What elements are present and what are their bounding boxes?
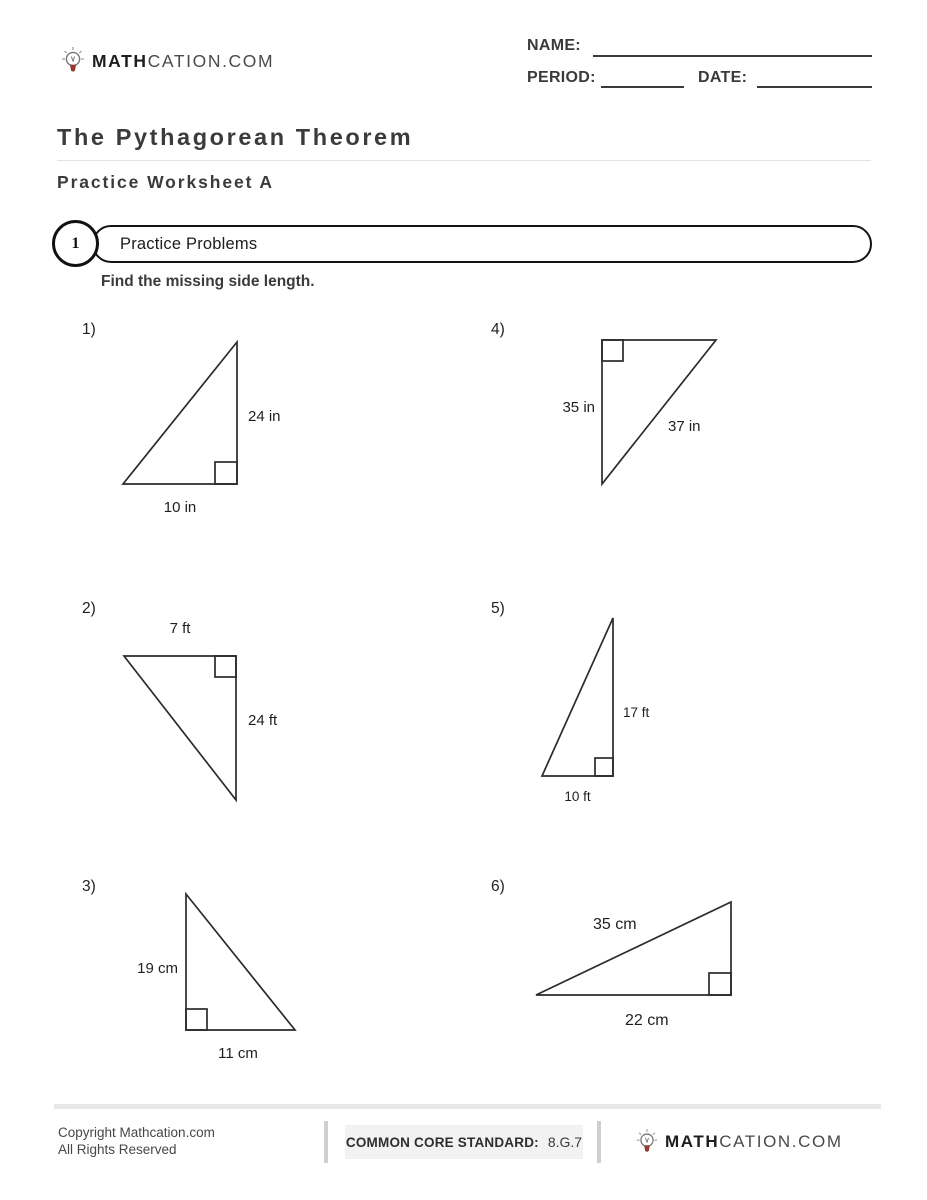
side-label-vertical: 24 ft bbox=[248, 712, 278, 729]
footer-mathcation-logo bbox=[635, 1128, 843, 1156]
side-label-vertical: 35 in bbox=[562, 399, 595, 416]
problem-1 bbox=[82, 318, 402, 553]
right-triangle-figure bbox=[82, 596, 382, 826]
standard-label: COMMON CORE STANDARD: bbox=[345, 1134, 539, 1150]
side-label-base: 10 ft bbox=[564, 789, 591, 804]
name-blank-line bbox=[593, 55, 872, 57]
logo-wordmark bbox=[92, 51, 274, 72]
problem-5 bbox=[491, 596, 811, 831]
problem-number: 3) bbox=[82, 878, 96, 895]
lightbulb-icon bbox=[60, 46, 86, 76]
mathcation-logo bbox=[60, 46, 274, 76]
logo-suffix: CATION.COM bbox=[147, 50, 275, 71]
right-angle-marker bbox=[595, 758, 613, 776]
problem-number: 4) bbox=[491, 321, 505, 338]
logo-suffix: CATION.COM bbox=[719, 1132, 843, 1151]
side-label-hypotenuse: 37 in bbox=[668, 418, 701, 435]
title-divider bbox=[57, 160, 871, 161]
side-label-hypotenuse: 35 cm bbox=[593, 916, 637, 933]
side-label-top: 7 ft bbox=[169, 620, 191, 637]
right-triangle-figure bbox=[491, 318, 791, 538]
section-header-bar bbox=[92, 225, 872, 263]
footer-divider bbox=[54, 1104, 881, 1109]
logo-prefix: MATH bbox=[92, 50, 148, 71]
right-angle-marker bbox=[709, 973, 731, 995]
section-number-badge: 1 bbox=[52, 220, 99, 267]
problem-2 bbox=[82, 596, 402, 831]
side-label-vertical: 19 cm bbox=[137, 960, 178, 977]
name-label: NAME: bbox=[527, 37, 581, 54]
copyright-text bbox=[58, 1124, 215, 1158]
copyright-line1: Copyright Mathcation.com bbox=[58, 1125, 215, 1140]
page-title: The Pythagorean Theorem bbox=[57, 124, 414, 150]
right-angle-marker bbox=[602, 340, 623, 361]
problem-number: 6) bbox=[491, 878, 505, 895]
section-heading: Practice Problems bbox=[120, 234, 258, 253]
footer-vertical-divider-left bbox=[324, 1121, 328, 1163]
side-label-base: 10 in bbox=[163, 499, 197, 516]
right-angle-marker bbox=[215, 462, 237, 484]
standard-value: 8.G.7 bbox=[547, 1134, 583, 1150]
logo-wordmark bbox=[665, 1132, 843, 1152]
footer-vertical-divider-right bbox=[597, 1121, 601, 1163]
problem-3 bbox=[82, 875, 402, 1110]
problem-4 bbox=[491, 318, 811, 553]
date-label: DATE: bbox=[698, 69, 748, 86]
side-label-base: 11 cm bbox=[218, 1045, 258, 1062]
side-label-vertical: 17 ft bbox=[623, 705, 650, 720]
problem-number: 5) bbox=[491, 600, 505, 617]
problem-number: 1) bbox=[82, 321, 96, 338]
logo-prefix: MATH bbox=[665, 1132, 720, 1151]
worksheet-subtitle: Practice Worksheet A bbox=[57, 172, 274, 192]
side-label-vertical: 24 in bbox=[248, 408, 281, 425]
date-blank-line bbox=[757, 86, 872, 88]
right-angle-marker bbox=[186, 1009, 207, 1030]
side-label-base: 22 cm bbox=[625, 1012, 669, 1029]
problem-6 bbox=[491, 875, 811, 1110]
common-core-standard-box bbox=[345, 1125, 583, 1159]
right-triangle-figure bbox=[491, 875, 791, 1035]
period-label: PERIOD: bbox=[527, 69, 596, 86]
period-blank-line bbox=[601, 86, 684, 88]
problem-number: 2) bbox=[82, 600, 96, 617]
lightbulb-icon bbox=[635, 1128, 659, 1156]
triangle-outline bbox=[542, 618, 613, 776]
right-angle-marker bbox=[215, 656, 236, 677]
right-triangle-figure bbox=[82, 318, 382, 538]
copyright-line2: All Rights Reserved bbox=[58, 1142, 177, 1157]
instruction-text: Find the missing side length. bbox=[101, 273, 315, 290]
